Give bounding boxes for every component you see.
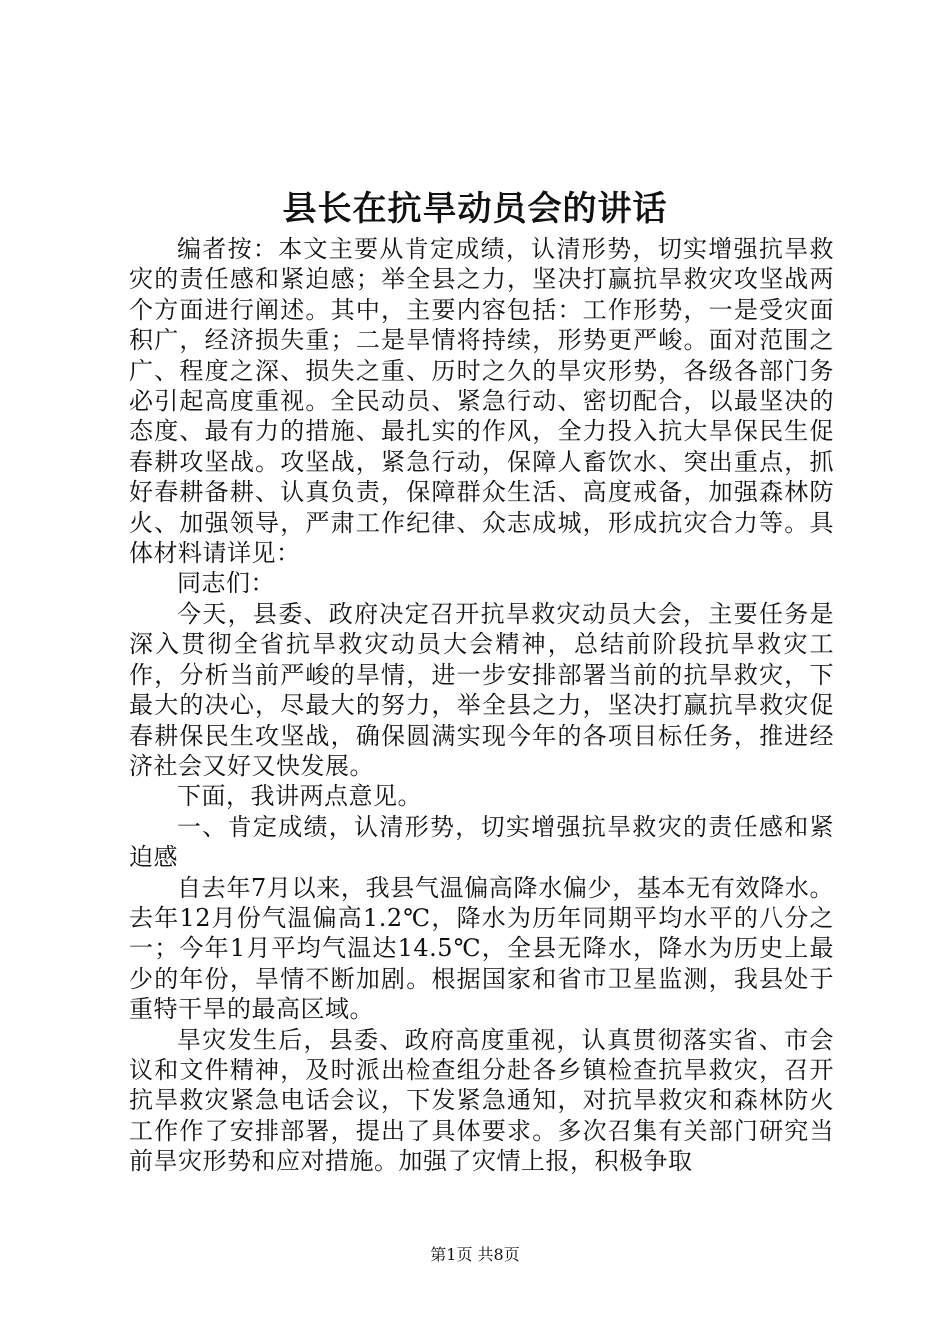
document-body	[129, 234, 834, 1177]
section-heading-one: 一、肯定成绩，认清形势，切实增强抗旱救灾的责任感和紧迫感	[129, 812, 834, 872]
paragraph-intro: 今天，县委、政府决定召开抗旱救灾动员大会，主要任务是深入贯彻全省抗旱救灾动员大会精神，总结前阶段抗旱救灾工作，分析当前严峻的旱情，进一步安排部署当前的抗旱救灾，下最大的决心，尽最大的努力，举全县之力，坚决打赢抗旱救灾促春耕保民生攻坚战，确保圆满实现今年的各项目标任务，推进经济社会又好又快发展。	[129, 599, 834, 780]
paragraph-response-actions: 旱灾发生后，县委、政府高度重视，认真贯彻落实省、市会议和文件精神，及时派出检查组分赴各乡镇检查抗旱救灾，召开抗旱救灾紧急电话会议，下发紧急通知，对抗旱救灾和森林防火工作作了安排部署，提出了具体要求。多次召集有关部门研究当前旱灾形势和应对措施。加强了灾情上报，积极争取	[129, 1025, 834, 1176]
page-number-footer: 第1页 共8页	[430, 1245, 520, 1264]
paragraph-drought-situation: 自去年7月以来，我县气温偏高降水偏少，基本无有效降水。去年12月份气温偏高1.2℃，降水为历年同期平均水平的八分之一；今年1月平均气温达14.5℃，全县无降水，降水为历史上最少的年份，旱情不断加剧。根据国家和省市卫星监测，我县处于重特干旱的最高区域。	[129, 873, 834, 1024]
paragraph-salutation: 同志们：	[177, 569, 275, 598]
paragraph-transition: 下面，我讲两点意见。	[177, 782, 422, 811]
document-title: 县长在抗旱动员会的讲话	[282, 189, 668, 229]
paragraph-editor-note: 编者按：本文主要从肯定成绩，认清形势，切实增强抗旱救灾的责任感和紧迫感；举全县之力，坚决打赢抗旱救灾攻坚战两个方面进行阐述。其中，主要内容包括：工作形势，一是受灾面积广，经济损失重；二是旱情将持续，形势更严峻。面对范围之广、程度之深、损失之重、历时之久的旱灾形势，各级各部门务必引起高度重视。全民动员、紧急行动、密切配合，以最坚决的态度、最有力的措施、最扎实的作风，全力投入抗大旱保民生促春耕攻坚战。攻坚战，紧急行动，保障人畜饮水、突出重点，抓好春耕备耕、认真负责，保障群众生活、高度戒备，加强森林防火、加强领导，严肃工作纪律、众志成城，形成抗灾合力等。具体材料请详见：	[129, 235, 834, 568]
